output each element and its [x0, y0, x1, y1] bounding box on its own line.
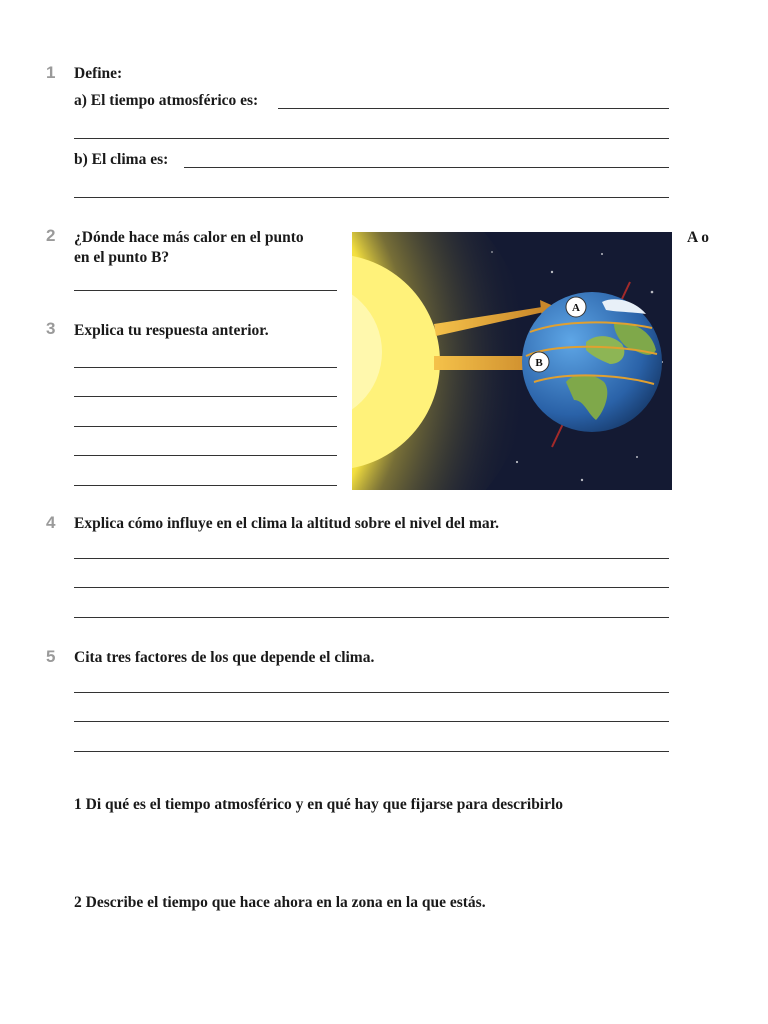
question-2-text-line2: en el punto B?: [74, 249, 170, 266]
answer-line-3d[interactable]: [74, 455, 337, 456]
answer-line-3c[interactable]: [74, 426, 337, 427]
question-4-number: 4: [46, 513, 56, 532]
point-a-label: A: [572, 302, 580, 314]
point-b-label: B: [535, 357, 543, 369]
question-2-number: 2: [46, 226, 56, 245]
extra-item-1: 1 Di qué es el tiempo atmosférico y en qué hay que fijarse para describirlo: [74, 796, 564, 813]
answer-line-5b[interactable]: [74, 721, 669, 722]
sun-earth-illustration: [352, 232, 672, 490]
answer-line-1a-2[interactable]: [74, 138, 669, 139]
answer-line-2[interactable]: [74, 290, 337, 291]
question-3-number: 3: [46, 319, 56, 338]
answer-line-1b[interactable]: [184, 167, 669, 168]
answer-line-5a[interactable]: [74, 692, 669, 693]
question-2-text-right: A o: [687, 229, 709, 246]
point-a-marker: [566, 297, 586, 317]
answer-line-4b[interactable]: [74, 587, 669, 588]
question-1b-label: b) El clima es:: [74, 151, 169, 168]
answer-line-1a[interactable]: [278, 108, 669, 109]
answer-line-4c[interactable]: [74, 617, 669, 618]
answer-line-3a[interactable]: [74, 367, 337, 368]
answer-line-5c[interactable]: [74, 751, 669, 752]
answer-line-1b-2[interactable]: [74, 197, 669, 198]
extra-item-2: 2 Describe el tiempo que hace ahora en la zona en la que estás.: [74, 894, 486, 911]
question-2-text-line1: ¿Dónde hace más calor en el punto: [74, 229, 304, 246]
answer-line-3e[interactable]: [74, 485, 337, 486]
question-5-number: 5: [46, 647, 56, 666]
answer-line-3b[interactable]: [74, 396, 337, 397]
question-4-text: Explica cómo influye en el clima la altitud sobre el nivel del mar.: [74, 515, 499, 532]
question-5-text: Cita tres factores de los que depende el clima.: [74, 649, 375, 666]
answer-line-4a[interactable]: [74, 558, 669, 559]
question-1-title: Define:: [74, 65, 123, 82]
question-1a-label: a) El tiempo atmosférico es:: [74, 92, 259, 109]
question-3-text: Explica tu respuesta anterior.: [74, 322, 269, 339]
point-b-marker: [529, 352, 549, 372]
question-1-number: 1: [46, 63, 56, 82]
